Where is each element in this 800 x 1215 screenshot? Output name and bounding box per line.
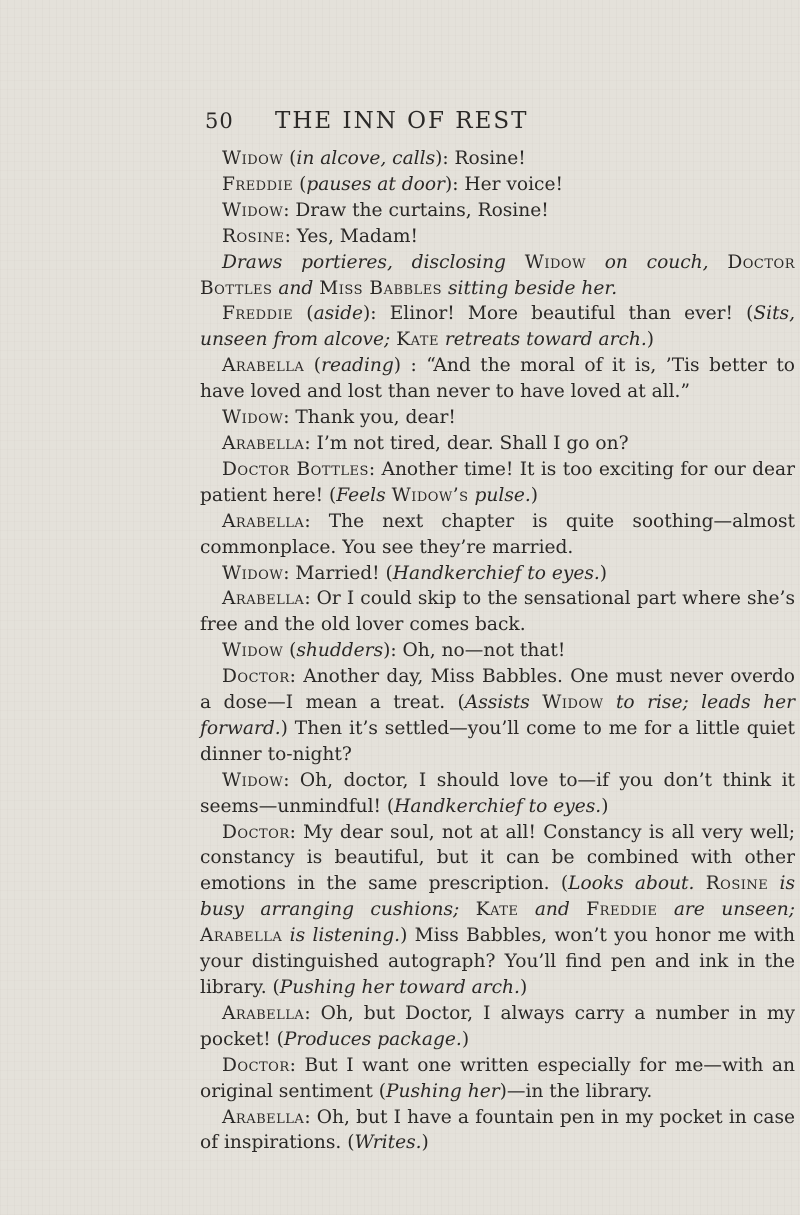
stage-direction: in alcove, calls xyxy=(296,148,436,169)
dialogue-paragraph xyxy=(200,1105,795,1157)
dialogue-text: ) xyxy=(519,977,528,998)
page-number: 50 xyxy=(205,109,234,133)
dialogue-paragraph xyxy=(200,172,795,198)
dialogue-text: : I’m not tired, dear. Shall I go on? xyxy=(304,432,629,454)
speaker-name: Doctor xyxy=(222,1054,290,1076)
stage-direction: Sits, unseen from alcove; xyxy=(200,303,795,351)
stage-direction: and xyxy=(272,277,320,299)
speaker-name: Rosine xyxy=(222,225,285,247)
dialogue-text: ) xyxy=(599,562,608,584)
dialogue-paragraph xyxy=(200,146,795,172)
speaker-name: Arabella xyxy=(222,588,305,610)
stage-direction: and xyxy=(518,899,587,921)
stage-direction: sitting beside her. xyxy=(442,277,618,299)
dialogue-text: : The next chapter is quite soothing—almost commonplace. You see they’re married. xyxy=(200,510,795,558)
speaker-name: Freddie xyxy=(222,173,294,195)
speaker-name: Doctor xyxy=(222,821,290,843)
stage-direction: Writes. xyxy=(354,1132,422,1154)
dialogue-text: ( xyxy=(293,173,307,195)
dialogue-text: : Another day, Miss Babbles. One must never overdo a dose—I mean a treat. ( xyxy=(200,666,795,714)
dialogue-paragraph xyxy=(200,638,795,664)
dialogue-paragraph xyxy=(200,586,795,638)
speaker-name: Arabella xyxy=(222,1106,305,1128)
dialogue-text: ): Oh, no—not that! xyxy=(383,640,566,662)
speaker-name: Arabella xyxy=(200,925,283,947)
dialogue-text: ( xyxy=(283,148,297,169)
speaker-name: Doctor Bottles xyxy=(200,251,795,299)
dialogue-text: : Another time! It is too exciting for our dear patient here! ( xyxy=(200,458,795,506)
speaker-name: Freddie xyxy=(586,899,658,921)
dialogue-text: ( xyxy=(283,640,297,662)
stage-direction: pulse. xyxy=(468,484,531,506)
dialogue-paragraph xyxy=(200,405,795,431)
page-header xyxy=(205,108,585,142)
dialogue-text: : Oh, doctor, I should love to—if you don’t think it seems—unmindful! ( xyxy=(200,769,795,817)
dialogue-text: ( xyxy=(304,355,322,377)
dialogue-text: : Married! ( xyxy=(283,562,393,584)
speaker-name: Widow xyxy=(524,251,586,273)
stage-direction: Feels xyxy=(336,484,392,506)
stage-direction: is listening. xyxy=(282,925,401,947)
speaker-name: Widow xyxy=(222,148,284,169)
speaker-name: Widow xyxy=(222,562,284,584)
stage-direction: reading xyxy=(321,355,394,377)
speaker-name: Widow’s xyxy=(391,484,469,506)
speaker-name: Kate xyxy=(475,899,519,921)
stage-direction: retreats toward arch. xyxy=(438,329,647,351)
speaker-name: Rosine xyxy=(705,873,769,895)
speaker-name: Widow xyxy=(222,199,284,221)
dialogue-paragraph xyxy=(200,353,795,405)
running-head: THE INN OF REST xyxy=(275,108,529,134)
stage-direction: aside xyxy=(313,303,364,325)
stage-direction: Handkerchief to eyes. xyxy=(394,795,602,817)
speaker-name: Arabella xyxy=(222,510,305,532)
dialogue-text: ( xyxy=(293,303,314,325)
dialogue-paragraph xyxy=(200,509,795,561)
dialogue-text: ) xyxy=(421,1132,429,1154)
dialogue-text: ): Her voice! xyxy=(444,173,563,195)
dialogue-text: : Oh, but Doctor, I always carry a number in my pocket! ( xyxy=(200,1002,795,1050)
dialogue-text: ) Miss Babbles, won’t you honor me with your distinguished autograph? You’ll find pen and ink in the library. ( xyxy=(200,925,796,998)
stage-direction: Looks about. xyxy=(568,873,706,895)
dialogue-text: ) xyxy=(601,795,609,817)
speaker-name: Widow xyxy=(222,407,284,429)
dialogue-paragraph xyxy=(200,664,795,768)
stage-direction: on couch, xyxy=(585,251,728,273)
stage-direction: Pushing her toward arch. xyxy=(279,977,520,998)
play-text xyxy=(200,146,795,1156)
stage-direction: to rise; leads her forward. xyxy=(200,692,795,739)
dialogue-text: )—in the library. xyxy=(499,1080,653,1102)
stage-direction: is busy arranging cushions; xyxy=(200,873,796,921)
dialogue-text: : My dear soul, not at all! Constancy is all very well; constancy is beautiful, but it can be combined with other emotions in the same prescription. ( xyxy=(200,821,795,895)
dialogue-text: ): Elinor! More beautiful than ever! ( xyxy=(363,303,754,325)
dialogue-paragraph xyxy=(200,250,795,302)
speaker-name: Miss Babbles xyxy=(319,277,443,299)
stage-direction: shudders xyxy=(296,640,384,662)
dialogue-text: ) xyxy=(461,1028,470,1050)
dialogue-text: ) Then it’s settled—you’ll come to me for a little quiet dinner to-night? xyxy=(200,717,795,765)
dialogue-paragraph xyxy=(200,820,795,1001)
stage-direction: pauses at door xyxy=(306,173,445,195)
dialogue-paragraph xyxy=(200,1053,795,1105)
stage-direction: Produces package. xyxy=(283,1028,462,1050)
speaker-name: Kate xyxy=(396,329,439,351)
dialogue-paragraph xyxy=(200,1001,795,1053)
dialogue-paragraph xyxy=(200,301,795,353)
dialogue-paragraph xyxy=(200,561,795,587)
stage-direction: are unseen; xyxy=(657,899,795,921)
dialogue-text: ) xyxy=(646,329,655,351)
dialogue-text: ): Rosine! xyxy=(435,148,526,169)
dialogue-paragraph xyxy=(200,224,795,250)
stage-direction: Draws portieres, disclosing xyxy=(222,251,525,273)
dialogue-paragraph xyxy=(200,431,795,457)
speaker-name: Widow xyxy=(542,692,604,714)
dialogue-text: : Oh, but I have a fountain pen in my pocket in case of inspirations. ( xyxy=(200,1106,795,1154)
dialogue-text: : Thank you, dear! xyxy=(283,407,456,429)
dialogue-text: ) xyxy=(530,484,539,506)
speaker-name: Freddie xyxy=(222,303,294,325)
stage-direction: Assists xyxy=(464,692,543,714)
dialogue-paragraph xyxy=(200,198,795,224)
speaker-name: Arabella xyxy=(222,355,305,377)
dialogue-paragraph xyxy=(200,457,795,509)
dialogue-text: : Yes, Madam! xyxy=(284,225,418,247)
speaker-name: Arabella xyxy=(222,432,305,454)
dialogue-text: : Draw the curtains, Rosine! xyxy=(283,199,549,221)
speaker-name: Doctor Bottles xyxy=(222,458,369,480)
speaker-name: Widow xyxy=(222,769,284,791)
stage-direction: Handkerchief to eyes. xyxy=(392,562,600,584)
dialogue-text: : Or I could skip to the sensational part where she’s free and the old lover comes back. xyxy=(200,588,795,636)
dialogue-text: ) : “And the moral of it is, ’Tis better to have loved and lost than never to have loved at all.” xyxy=(200,355,796,403)
stage-direction: Pushing her xyxy=(385,1080,500,1102)
speaker-name: Arabella xyxy=(222,1002,305,1024)
dialogue-paragraph xyxy=(200,768,795,820)
speaker-name: Widow xyxy=(222,640,284,662)
dialogue-text: : But I want one written especially for me—with an original sentiment ( xyxy=(200,1054,795,1102)
speaker-name: Doctor xyxy=(222,666,290,688)
